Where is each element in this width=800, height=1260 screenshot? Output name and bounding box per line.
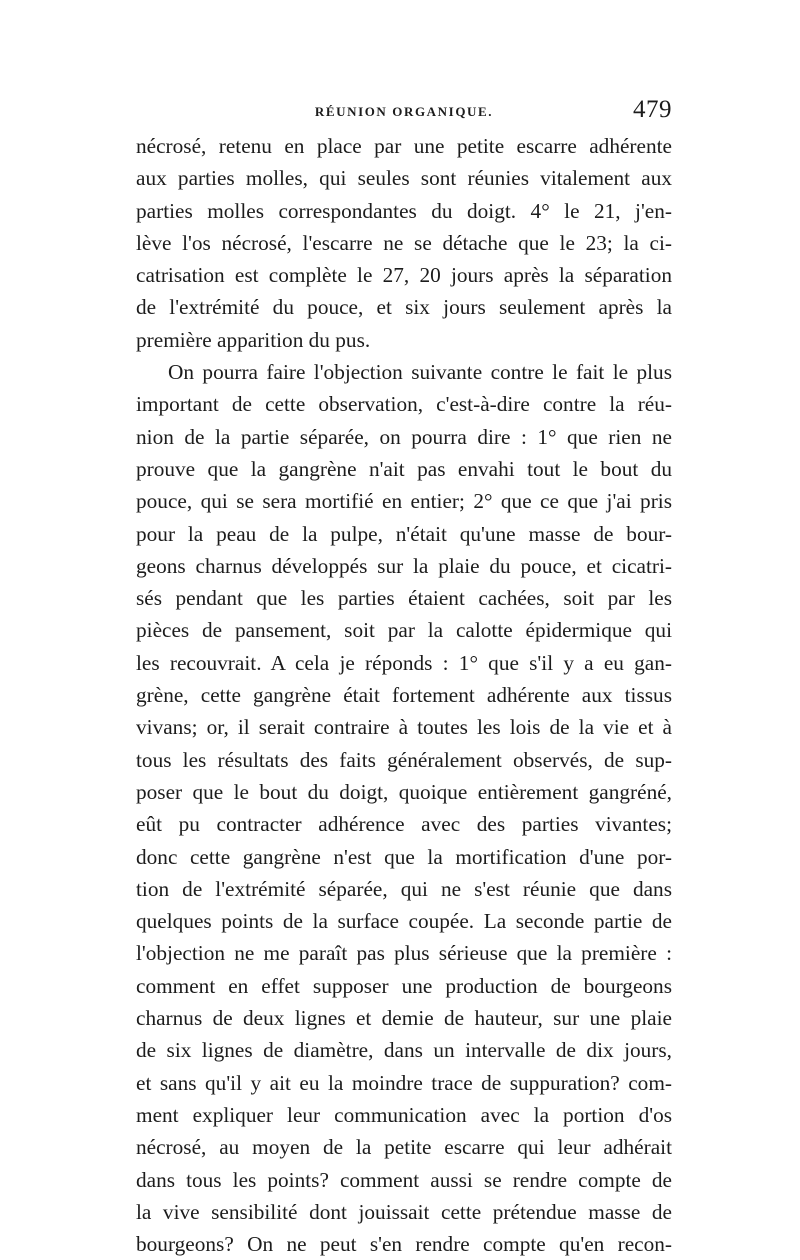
text-line: première apparition du pus. <box>136 327 371 352</box>
paragraph-1 <box>136 130 672 356</box>
text-line: On pourra faire l'objection suivante contre le fait le plus <box>168 360 672 385</box>
text-line: catrisation est complète le 27, 20 jours après la séparation <box>136 263 672 288</box>
text-line: aux parties molles, qui seules sont réunies vitalement aux <box>136 166 672 191</box>
text-line: sés pendant que les parties étaient cachées, soit par les <box>136 586 672 611</box>
text-line: et sans qu'il y ait eu la moindre trace de suppuration? com- <box>136 1070 672 1095</box>
running-head <box>136 92 672 132</box>
text-line: lève l'os nécrosé, l'escarre ne se détache que le 23; la ci- <box>136 230 672 255</box>
text-line: important de cette observation, c'est-à-dire contre la réu- <box>136 392 672 417</box>
text-line: l'objection ne me paraît pas plus sérieuse que la première : <box>136 941 672 966</box>
paragraph-2 <box>136 356 672 1260</box>
text-line: poser que le bout du doigt, quoique entièrement gangréné, <box>136 779 672 804</box>
text-line: bourgeons? On ne peut s'en rendre compte qu'en recon- <box>136 1232 672 1257</box>
text-line: vivans; or, il serait contraire à toutes les lois de la vie et à <box>136 715 672 740</box>
text-line: geons charnus développés sur la plaie du pouce, et cicatri- <box>136 553 672 578</box>
text-line: eût pu contracter adhérence avec des parties vivantes; <box>136 812 672 837</box>
text-line: grène, cette gangrène était fortement adhérente aux tissus <box>136 683 672 708</box>
text-line: la vive sensibilité dont jouissait cette prétendue masse de <box>136 1199 672 1224</box>
text-line: tion de l'extrémité séparée, qui ne s'est réunie que dans <box>136 876 672 901</box>
text-line: pouce, qui se sera mortifié en entier; 2° que ce que j'ai pris <box>136 489 672 514</box>
text-line: nécrosé, retenu en place par une petite escarre adhérente <box>136 134 672 158</box>
running-title: RÉUNION ORGANIQUE. <box>314 104 494 119</box>
text-line: donc cette gangrène n'est que la mortification d'une por- <box>136 844 672 869</box>
text-line: nécrosé, au moyen de la petite escarre qui leur adhérait <box>136 1135 672 1160</box>
text-line: tous les résultats des faits généralement observés, de sup- <box>136 747 672 772</box>
page-number: 479 <box>633 96 672 123</box>
text-line: prouve que la gangrène n'ait pas envahi tout le bout du <box>136 456 672 481</box>
text-line: dans tous les points? comment aussi se rendre compte de <box>136 1167 672 1192</box>
text-line: pièces de pansement, soit par la calotte épidermique qui <box>136 618 672 643</box>
text-line: pour la peau de la pulpe, n'était qu'une masse de bour- <box>136 521 672 546</box>
text-line: de l'extrémité du pouce, et six jours seulement après la <box>136 295 672 320</box>
text-line: de six lignes de diamètre, dans un intervalle de dix jours, <box>136 1038 672 1063</box>
body-text <box>136 130 672 1260</box>
text-line: les recouvrait. A cela je réponds : 1° que s'il y a eu gan- <box>136 650 672 675</box>
text-line: nion de la partie séparée, on pourra dire : 1° que rien ne <box>136 424 672 449</box>
text-line: ment expliquer leur communication avec la portion d'os <box>136 1102 672 1127</box>
text-line: quelques points de la surface coupée. La seconde partie de <box>136 909 672 934</box>
text-line: charnus de deux lignes et demie de hauteur, sur une plaie <box>136 1006 672 1031</box>
text-line: comment en effet supposer une production de bourgeons <box>136 973 672 998</box>
text-line: parties molles correspondantes du doigt. 4° le 21, j'en- <box>136 198 672 223</box>
